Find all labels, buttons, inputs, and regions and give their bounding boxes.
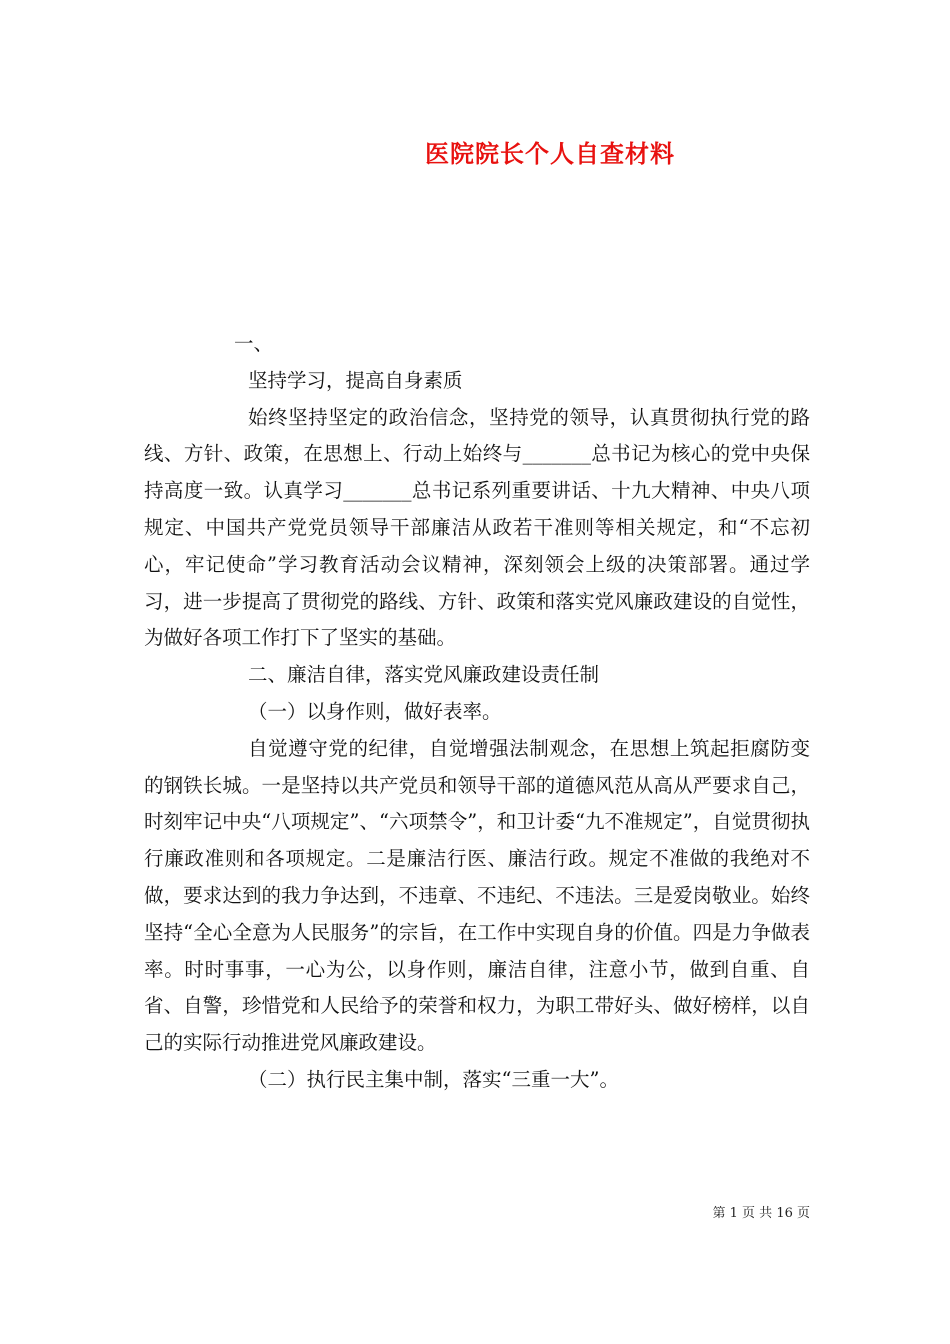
document-title-wrapper <box>0 134 950 169</box>
page-number-label: 第 1 页 共 16 页 <box>712 1206 810 1221</box>
document-title: 医院院长个人自查材料 <box>425 139 675 168</box>
section-2-heading: 二、廉洁自律，落实党风廉政建设责任制 <box>248 663 600 687</box>
page-footer <box>0 1202 810 1221</box>
document-body <box>144 326 810 1099</box>
subsection-1-paragraph: 自觉遵守党的纪律，自觉增强法制观念，在思想上筑起拒腐防变的钢铁长城。一是坚持以共产党员和领导干部的道德风范从高从严要求自己，时刻牢记中央“八项规定”、“六项禁令”，和卫计委“九不准规定”，自觉贯彻执行廉政准则和各项规定。二是廉洁行医、廉洁行政。规定不准做的我绝对不做，要求达到的我力争达到，不违章、不违纪、不违法。三是爱岗敬业。始终坚持“全心全意为人民服务”的宗旨，在工作中实现自身的价值。四是力争做表率。时时事事，一心为公，以身作则，廉洁自律，注意小节，做到自重、自省、自警，珍惜党和人民给予的荣誉和权力，为职工带好头、做好榜样，以自己的实际行动推进党风廉政建设。 <box>144 736 810 1055</box>
subsection-1-heading: （一）以身作则，做好表率。 <box>248 699 502 723</box>
subsection-2-heading: （二）执行民主集中制，落实“三重一大”。 <box>248 1067 619 1091</box>
section-1-number: 一、 <box>234 332 274 355</box>
section-1-heading: 坚持学习，提高自身素质 <box>248 368 463 392</box>
section-1-paragraph: 始终坚持坚定的政治信念，坚持党的领导，认真贯彻执行党的路线、方针、政策，在思想上、行动上始终与_______总书记为核心的党中央保持高度一致。认真学习_______总书记系列重要讲话、十九大精神、中央八项规定、中国共产党党员领导干部廉洁从政若干准则等相关规定，和“不忘初心，牢记使命”学习教育活动会议精神，深刻领会上级的决策部署。通过学习，进一步提高了贯彻党的路线、方针、政策和落实党风廉政建设的自觉性，为做好各项工作打下了坚实的基础。 <box>144 405 810 650</box>
